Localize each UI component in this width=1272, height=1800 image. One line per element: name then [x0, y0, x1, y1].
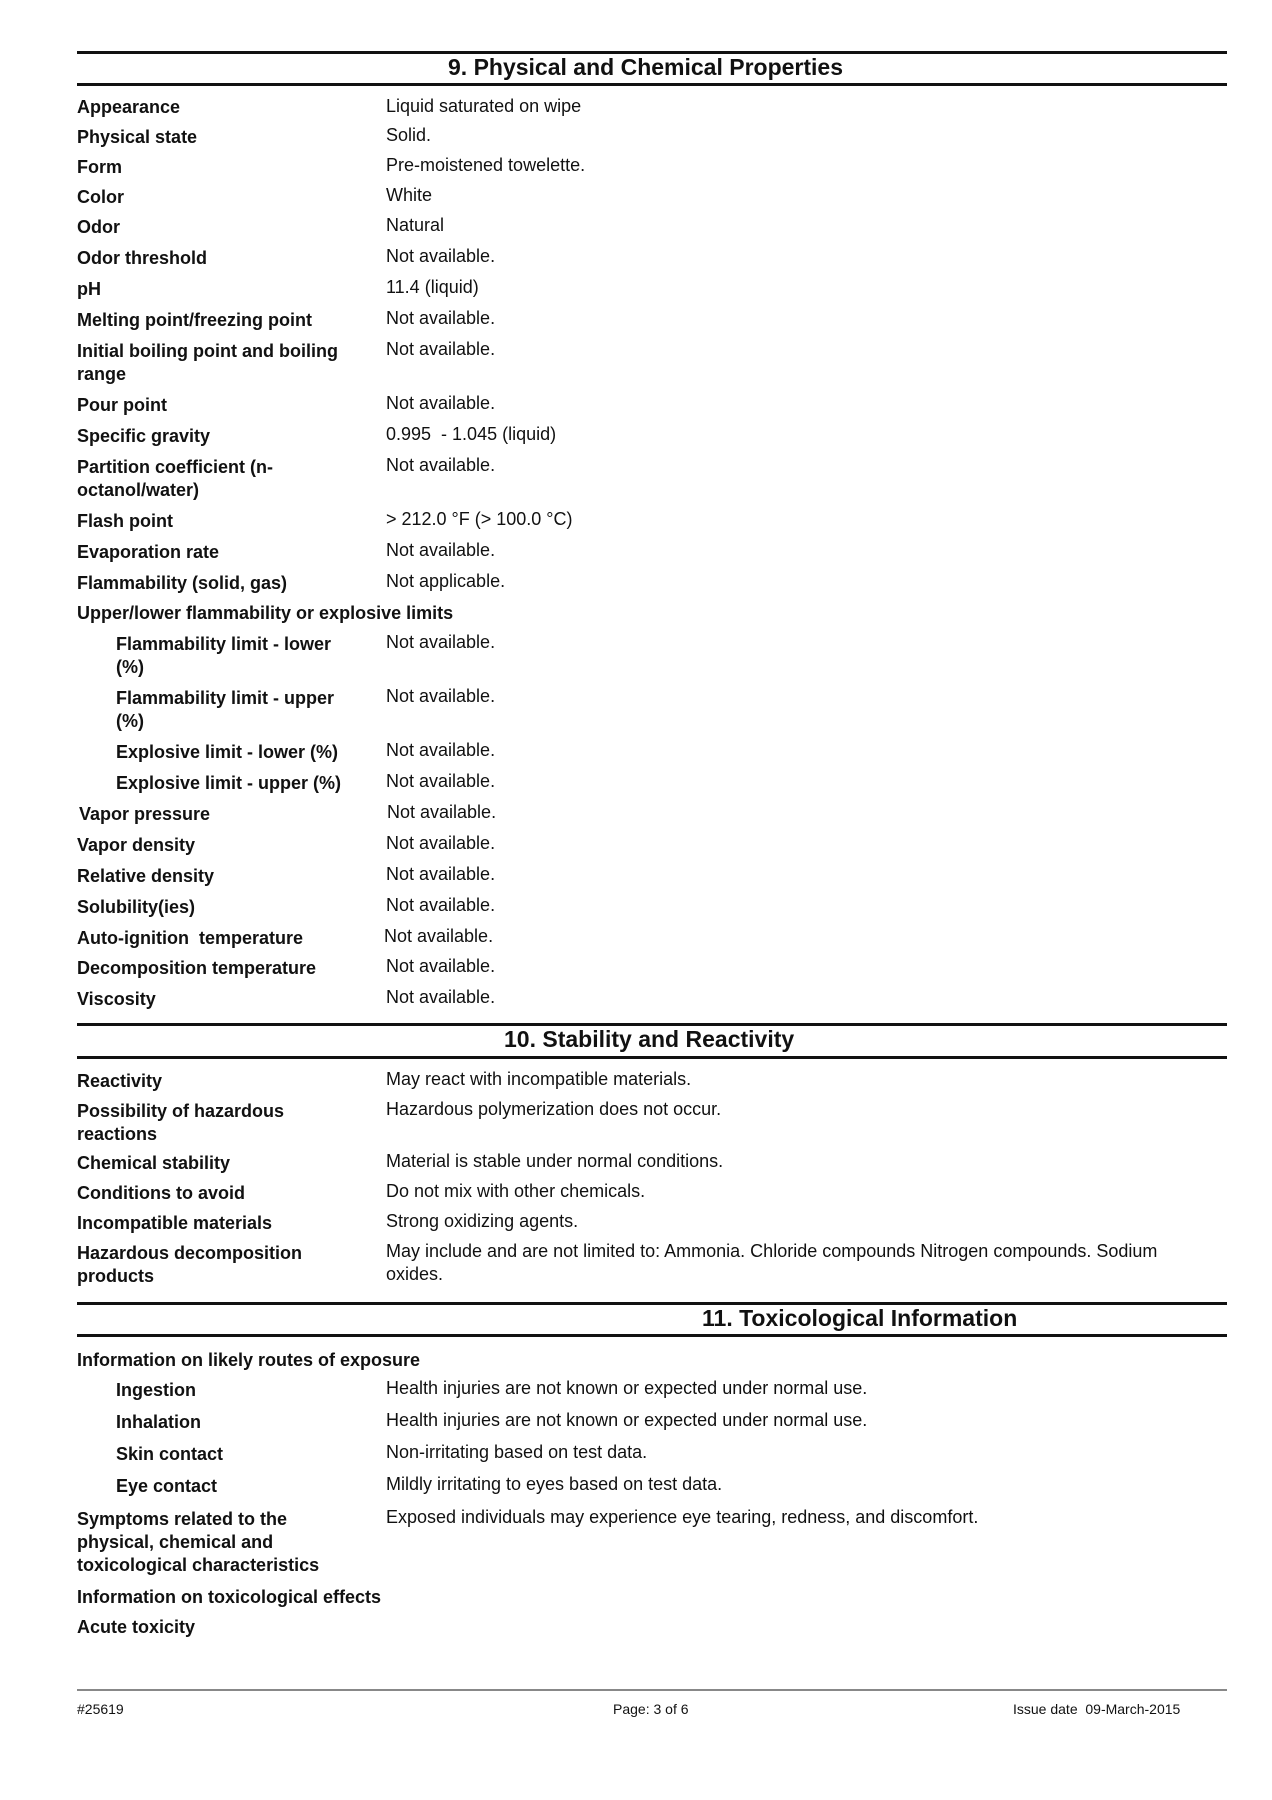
value-ingestion: Health injuries are not known or expected under normal use. — [386, 1378, 868, 1398]
label-auto-ignition-temperature: Auto-ignition temperature — [77, 928, 303, 948]
value-eye-contact: Mildly irritating to eyes based on test data. — [386, 1474, 723, 1494]
value-solubility: Not available. — [386, 895, 496, 915]
label-relative-density: Relative density — [77, 866, 215, 886]
label-odor-threshold: Odor threshold — [77, 248, 207, 268]
label-ingestion: Ingestion — [116, 1380, 196, 1400]
label-reactivity: Reactivity — [77, 1071, 163, 1091]
label-skin-contact: Skin contact — [116, 1444, 224, 1464]
label-possibility-of-hazardous-reactions: Possibility of hazardous reactions — [77, 1101, 285, 1144]
value-vapor-pressure: Not available. — [387, 802, 497, 822]
section-9-title: 9. Physical and Chemical Properties — [448, 54, 843, 80]
value-viscosity: Not available. — [386, 987, 496, 1007]
label-physical-state: Physical state — [77, 127, 198, 147]
label-incompatible-materials: Incompatible materials — [77, 1213, 273, 1233]
value-odor: Natural — [386, 215, 445, 235]
label-partition-coefficient: Partition coefficient (n-octanol/water) — [77, 457, 274, 500]
label-flash-point: Flash point — [77, 511, 173, 531]
value-skin-contact: Non-irritating based on test data. — [386, 1442, 648, 1462]
value-flammability: Not applicable. — [386, 571, 506, 591]
label-inhalation: Inhalation — [116, 1412, 201, 1432]
value-ph: 11.4 (liquid) — [386, 277, 479, 297]
value-inhalation: Health injuries are not known or expected under normal use. — [386, 1410, 868, 1430]
value-decomposition-temperature: Not available. — [386, 956, 496, 976]
label-solubility: Solubility(ies) — [77, 897, 196, 917]
footer-rule — [77, 1689, 1227, 1691]
label-flammability-limits-heading: Upper/lower flammability or explosive limits — [77, 603, 454, 623]
value-specific-gravity: 0.995 - 1.045 (liquid) — [386, 424, 557, 444]
section-11-top-rule — [77, 1302, 1227, 1305]
label-hazardous-decomposition-products: Hazardous decomposition products — [77, 1243, 303, 1286]
section-11-bottom-rule — [77, 1334, 1227, 1337]
value-explosive-limit-lower: Not available. — [386, 740, 496, 760]
label-flammability-limit-upper: Flammability limit - upper (%) — [116, 688, 335, 731]
value-auto-ignition-temperature: Not available. — [384, 926, 494, 946]
value-physical-state: Solid. — [386, 125, 432, 145]
value-color: White — [386, 185, 433, 205]
value-boiling-point: Not available. — [386, 339, 496, 359]
label-vapor-pressure: Vapor pressure — [79, 804, 211, 824]
label-conditions-to-avoid: Conditions to avoid — [77, 1183, 245, 1203]
value-relative-density: Not available. — [386, 864, 496, 884]
label-routes-of-exposure-heading: Information on likely routes of exposure — [77, 1350, 421, 1370]
label-symptoms: Symptoms related to the physical, chemical and toxicological characteristics — [77, 1509, 320, 1575]
value-form: Pre-moistened towelette. — [386, 155, 586, 175]
label-flammability-limit-lower: Flammability limit - lower (%) — [116, 634, 332, 677]
label-acute-toxicity: Acute toxicity — [77, 1617, 196, 1637]
label-eye-contact: Eye contact — [116, 1476, 218, 1496]
section-10-title: 10. Stability and Reactivity — [504, 1026, 795, 1052]
value-melting-point: Not available. — [386, 308, 496, 328]
value-symptoms: Exposed individuals may experience eye tearing, redness, and discomfort. — [386, 1507, 979, 1527]
label-vapor-density: Vapor density — [77, 835, 196, 855]
section-9-bottom-rule — [77, 83, 1227, 86]
label-toxicological-effects-heading: Information on toxicological effects — [77, 1587, 382, 1607]
value-incompatible-materials: Strong oxidizing agents. — [386, 1211, 579, 1231]
section-10-bottom-rule — [77, 1056, 1227, 1059]
label-explosive-limit-lower: Explosive limit - lower (%) — [116, 742, 339, 762]
label-evaporation-rate: Evaporation rate — [77, 542, 220, 562]
value-flammability-limit-lower: Not available. — [386, 632, 496, 652]
value-conditions-to-avoid: Do not mix with other chemicals. — [386, 1181, 646, 1201]
section-11-title: 11. Toxicological Information — [702, 1305, 1018, 1331]
value-flash-point: > 212.0 °F (> 100.0 °C) — [386, 509, 573, 529]
value-pour-point: Not available. — [386, 393, 496, 413]
footer-page-number: Page: 3 of 6 — [613, 1701, 689, 1717]
value-partition-coefficient: Not available. — [386, 455, 496, 475]
value-flammability-limit-upper: Not available. — [386, 686, 496, 706]
footer-issue-date: Issue date 09-March-2015 — [1013, 1701, 1181, 1717]
label-specific-gravity: Specific gravity — [77, 426, 211, 446]
label-explosive-limit-upper: Explosive limit - upper (%) — [116, 773, 342, 793]
label-form: Form — [77, 157, 122, 177]
value-appearance: Liquid saturated on wipe — [386, 96, 582, 116]
label-flammability: Flammability (solid, gas) — [77, 573, 288, 593]
value-vapor-density: Not available. — [386, 833, 496, 853]
label-appearance: Appearance — [77, 97, 181, 117]
label-decomposition-temperature: Decomposition temperature — [77, 958, 317, 978]
value-chemical-stability: Material is stable under normal conditions. — [386, 1151, 724, 1171]
label-viscosity: Viscosity — [77, 989, 156, 1009]
label-melting-point: Melting point/freezing point — [77, 310, 312, 330]
value-reactivity: May react with incompatible materials. — [386, 1069, 692, 1089]
value-hazardous-decomposition-products: May include and are not limited to: Ammonia. Chloride compounds Nitrogen compounds. Sodium oxides. — [386, 1241, 1158, 1284]
value-evaporation-rate: Not available. — [386, 540, 496, 560]
label-color: Color — [77, 187, 124, 207]
value-possibility-of-hazardous-reactions: Hazardous polymerization does not occur. — [386, 1099, 722, 1119]
footer-doc-id: #25619 — [77, 1701, 124, 1717]
label-odor: Odor — [77, 217, 120, 237]
value-explosive-limit-upper: Not available. — [386, 771, 496, 791]
label-ph: pH — [77, 279, 101, 299]
value-odor-threshold: Not available. — [386, 246, 496, 266]
label-pour-point: Pour point — [77, 395, 167, 415]
label-boiling-point: Initial boiling point and boiling range — [77, 341, 338, 384]
label-chemical-stability: Chemical stability — [77, 1153, 231, 1173]
